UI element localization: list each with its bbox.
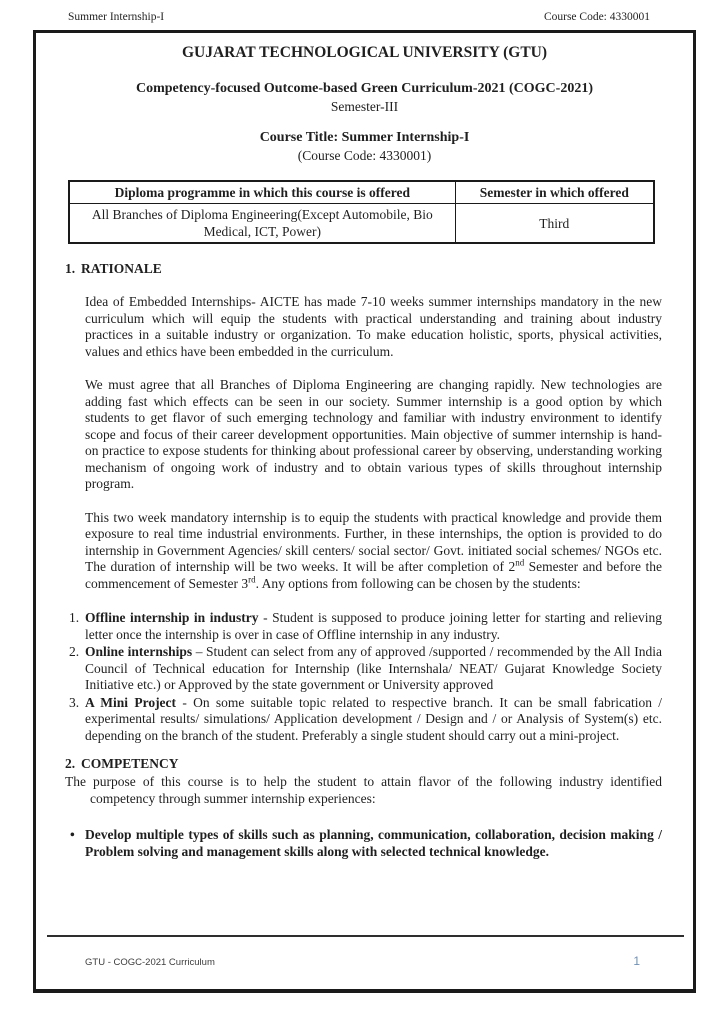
offer-table-data-row [69,204,654,244]
offer-table-header-programme: Diploma programme in which this course is offered [69,181,455,204]
list-item-mini-project [69,694,662,745]
section-number: 2. [65,756,76,771]
list-item-text: – Student can select from any of approved /supported / recommended by the All India Council of Technical education for Internship (like Internshala/ NEAT/ Gujarat Knowledge Society Initiative etc.) or Approved by the state government or University approved [85,644,663,692]
offer-table-cell-semester: Third [455,204,654,244]
text-run: . Any options from following can be chosen by the students: [255,575,581,591]
rationale-paragraph-3 [85,510,662,593]
offer-table-header-semester: Semester in which offered [455,181,654,204]
footer-document-name: GTU - COGC-2021 Curriculum [85,957,215,968]
internship-options-list [69,610,663,744]
offer-table-cell-programme: All Branches of Diploma Engineering(Except Automobile, Bio Medical, ICT, Power) [69,204,455,244]
list-item-number: 3. [69,694,80,710]
offer-table [68,180,655,244]
text-run: Semester and before the commencement of Semester 3 [85,559,662,591]
list-item-text: - On some suitable topic related to respective branch. It can be small fabrication / experimental results/ simulations/ Application development / Design and / or Analysis of System(s) etc. depending on the branch of the student. Preferably a single student should carry out a mini-project. [85,694,662,743]
university-title: GUJARAT TECHNOLOGICAL UNIVERSITY (GTU) [181,44,548,61]
semester-label: Semester-III [330,99,399,114]
section-number: 1. [65,261,76,276]
page-header [68,11,650,23]
rationale-paragraph-2: We must agree that all Branches of Diploma Engineering are changing rapidly. New technologies are adding fast which effects can be seen in our society. Summer internship is a good option by which students to get flavor of such emerging technology and familiar with industry environment to identify scope and focus of their career development opportunities. Main objective of summer internship is hand-on practice to expose students for thinking about professional career by observing, understanding working mechanism of ongoing work of industry and to obtain various types of skills throughout internship program. [85,377,662,491]
header-course-code: Course Code: 4330001 [543,11,650,23]
bullet-marker: • [70,827,75,842]
competency-bullet [70,826,662,860]
list-item-online-internships [69,644,663,694]
course-title: Course Title: Summer Internship-I [259,130,470,145]
footer-page-number: 1 [633,954,640,968]
header-course-name: Summer Internship-I [68,11,165,23]
competency-intro: The purpose of this course is to help the student to attain flavor of the following industry identified competency through summer internship experiences: [65,774,662,806]
rationale-paragraph-1: Idea of Embedded Internships- AICTE has made 7-10 weeks summer internships mandatory in the new curriculum which will equip the students with practical understanding and training about industry practices in a suitable industry or organization. To make education holistic, sports, physical activities, values and ethics have been embedded in the curriculum. [85,294,662,359]
list-item-text: - Student is supposed to produce joining letter for starting and relieving letter once the internship is over in case of Offline internship in any industry. [85,610,662,642]
list-item-number: 2. [69,644,80,659]
section-title: COMPETENCY [81,756,179,771]
section-heading-rationale [65,261,662,277]
footer-divider [47,935,684,937]
list-item-offline-internship [69,610,662,643]
offer-table-header-row [69,181,654,204]
superscript-ordinal: rd [248,574,256,584]
list-item-lead: Online internships [85,644,193,659]
section-title: RATIONALE [81,261,162,276]
list-item-number: 1. [69,610,80,625]
list-item-lead: Offline internship in industry [85,610,259,625]
course-code: (Course Code: 4330001) [297,148,432,163]
section-heading-competency [65,756,662,772]
curriculum-title: Competency-focused Outcome-based Green Curriculum-2021 (COGC-2021) [135,81,593,96]
competency-bullet-text: Develop multiple types of skills such as planning, communication, collaboration, decision making / Problem solving and management skills along with selected technical knowledge. [85,827,662,859]
document-border-box [33,30,696,993]
text-run: This two week mandatory internship is to equip the students with practical knowledge and provide them exposure to real time industrial environments. Further, in these internships, the option is provided to do internship in Government Agencies/ skill centers/ social sector/ Govt. initiated social schemes/ NGOs etc. The duration of internship will be two weeks. It will be after completion of 2 [85,509,662,574]
superscript-ordinal: nd [515,557,525,568]
page-footer [47,935,684,968]
list-item-lead: A Mini Project [85,694,177,710]
